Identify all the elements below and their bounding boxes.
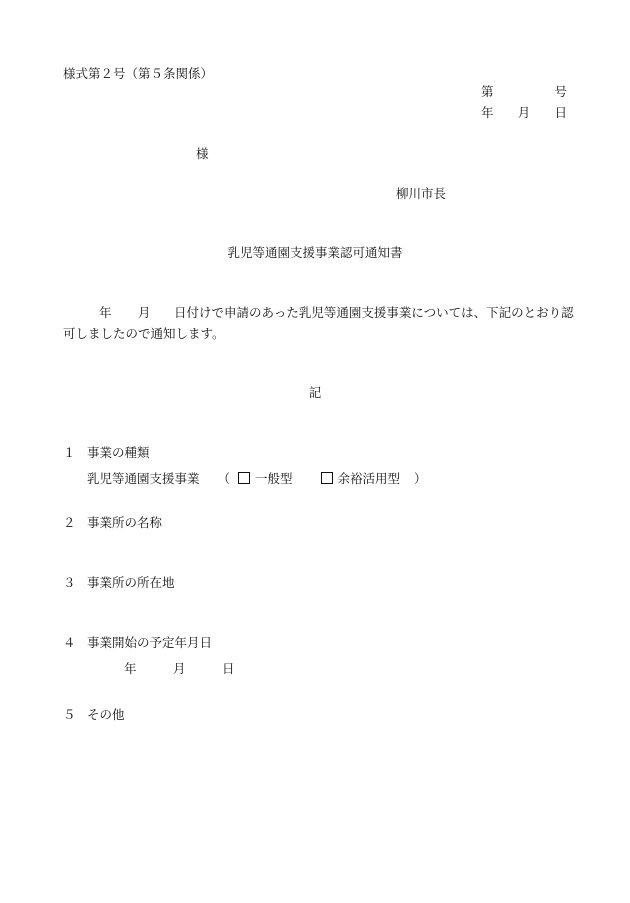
start-date-month: 月 <box>173 661 186 676</box>
item-4-heading: 事業開始の予定年月日 <box>87 635 213 650</box>
option-surplus[interactable] <box>321 471 401 486</box>
item-1-detail <box>87 471 427 487</box>
item-3-heading: 事業所の所在地 <box>87 575 175 590</box>
option-general-label: 一般型 <box>255 471 293 486</box>
item-3-number: ３ <box>63 575 76 590</box>
issue-date-day: 日 <box>554 105 567 120</box>
item-1-heading: 事業の種類 <box>87 445 150 460</box>
paren-close: ） <box>414 471 427 486</box>
body-month: 月 <box>138 305 151 320</box>
document-number <box>481 84 567 100</box>
body-year: 年 <box>99 305 112 320</box>
start-date-day: 日 <box>222 661 235 676</box>
item-4 <box>63 635 212 651</box>
ki-heading: 記 <box>308 385 322 400</box>
issue-date-month: 月 <box>517 105 531 120</box>
item-3 <box>63 575 175 591</box>
item-1-number: １ <box>63 445 76 460</box>
issuer: 柳川市長 <box>396 186 447 201</box>
checkbox-surplus[interactable] <box>321 472 333 484</box>
item-2-number: ２ <box>63 515 76 530</box>
paren-open: （ <box>217 471 231 486</box>
item-5-heading: その他 <box>87 707 125 722</box>
body-line-1: 日付けで申請のあった乳児等通園支援事業については、下記のとおり認 <box>174 305 574 320</box>
checkbox-general[interactable] <box>238 472 250 484</box>
item-1 <box>63 445 150 461</box>
item-2 <box>63 515 162 531</box>
body-line-2: 可しましたので通知します。 <box>63 326 225 341</box>
option-general[interactable] <box>238 471 293 486</box>
form-label: 様式第２号（第５条関係） <box>63 66 214 81</box>
doc-number-dai: 第 <box>481 84 494 99</box>
issue-date-year: 年 <box>481 105 494 120</box>
business-name: 乳児等通園支援事業 <box>87 471 200 486</box>
addressee-honorific: 様 <box>196 146 209 161</box>
document-title: 乳児等通園支援事業認可通知書 <box>227 245 403 260</box>
item-4-number: ４ <box>63 635 76 650</box>
item-2-heading: 事業所の名称 <box>87 515 163 530</box>
option-surplus-label: 余裕活用型 <box>337 471 401 486</box>
issue-date <box>481 105 567 121</box>
item-5-number: ５ <box>63 707 76 722</box>
start-date-year: 年 <box>124 661 137 676</box>
doc-number-go: 号 <box>554 84 567 99</box>
item-5 <box>63 707 125 723</box>
